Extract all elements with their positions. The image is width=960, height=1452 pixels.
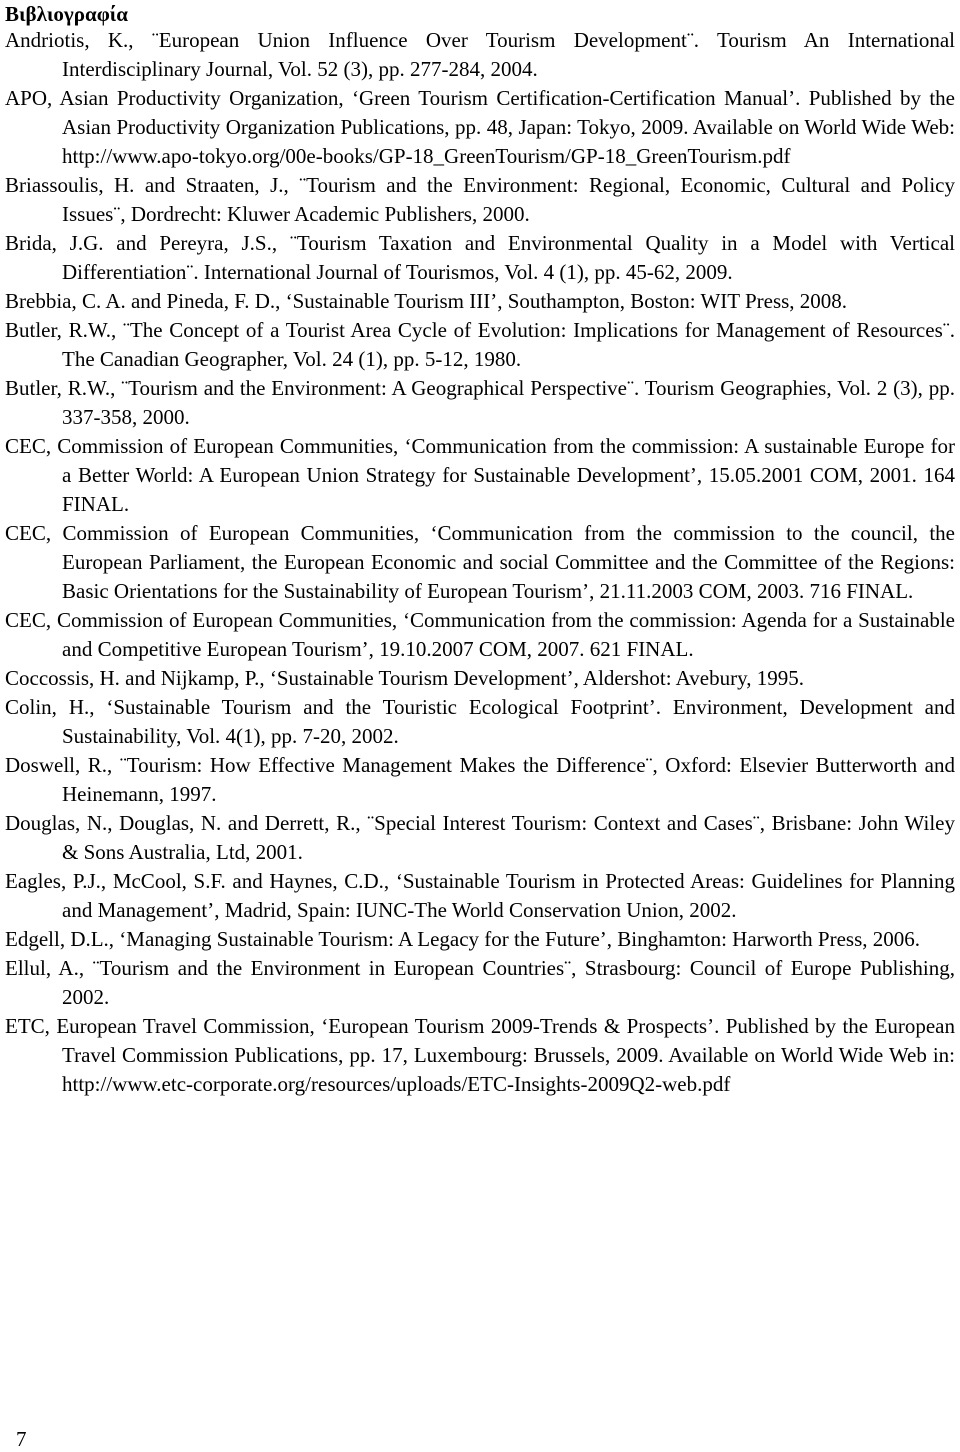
reference-entry: Coccossis, H. and Nijkamp, P., ‘Sustainable Tourism Development’, Aldershot: Avebury, 1995.	[5, 666, 804, 690]
reference-entry: CEC, Commission of European Communities, ‘Communication from the commission: Agenda for a Sustainable and Competitive European Tourism’, 19.10.2007 COM, 2007. 621 FINAL.	[5, 608, 955, 661]
reference-entry: Butler, R.W., ¨The Concept of a Tourist Area Cycle of Evolution: Implications for Management of Resources¨. The Canadian Geographer, Vol. 24 (1), pp. 5-12, 1980.	[5, 318, 955, 371]
reference-entry: CEC, Commission of European Communities, ‘Communication from the commission: A sustainable Europe for a Better World: A European Union Strategy for Sustainable Development’, 15.05.2001 COM, 2001. 164 FINAL.	[5, 434, 955, 516]
reference-entry: Douglas, N., Douglas, N. and Derrett, R., ¨Special Interest Tourism: Context and Cases¨, Brisbane: John Wiley & Sons Australia, Ltd, 2001.	[5, 811, 955, 864]
reference-entry: Doswell, R., ¨Tourism: How Effective Management Makes the Difference¨, Oxford: Elsevier Butterworth and Heinemann, 1997.	[5, 753, 955, 806]
reference-entry: Brida, J.G. and Pereyra, J.S., ¨Tourism Taxation and Environmental Quality in a Model with Vertical Differentiation¨. International Journal of Tourismos, Vol. 4 (1), pp. 45-62, 2009.	[5, 231, 955, 284]
reference-entry: CEC, Commission of European Communities, ‘Communication from the commission to the council, the European Parliament, the European Economic and social Committee and the Committee of the Regions: Basic Orientations for the Sustainability of European Tourism’, 21.11.2003 COM, 2003. 716 FINAL.	[5, 521, 955, 603]
reference-entry: Brebbia, C. A. and Pineda, F. D., ‘Sustainable Tourism III’, Southampton, Boston: WIT Press, 2008.	[5, 289, 848, 313]
reference-entry: Eagles, P.J., McCool, S.F. and Haynes, C.D., ‘Sustainable Tourism in Protected Areas: Guidelines for Planning and Management’, Madrid, Spain: IUNC-The World Conservation Union, 2002.	[5, 869, 955, 922]
reference-entry: Ellul, A., ¨Tourism and the Environment in European Countries¨, Strasbourg: Council of Europe Publishing, 2002.	[5, 956, 955, 1009]
bibliography-heading: Βιβλιογραφία	[5, 2, 129, 26]
reference-entry: Edgell, D.L., ‘Managing Sustainable Tourism: A Legacy for the Future’, Binghamton: Harworth Press, 2006.	[5, 927, 920, 951]
reference-entry: Briassoulis, H. and Straaten, J., ¨Tourism and the Environment: Regional, Economic, Cultural and Policy Issues¨, Dordrecht: Kluwer Academic Publishers, 2000.	[5, 173, 955, 226]
reference-entry: Colin, H., ‘Sustainable Tourism and the Touristic Ecological Footprint’. Environment, Development and Sustainability, Vol. 4(1), pp. 7-20, 2002.	[5, 695, 955, 748]
reference-entry: Butler, R.W., ¨Tourism and the Environment: A Geographical Perspective¨. Tourism Geographies, Vol. 2 (3), pp. 337-358, 2000.	[5, 376, 955, 429]
reference-entry: ETC, European Travel Commission, ‘European Tourism 2009-Trends & Prospects’. Published by the European Travel Commission Publications, pp. 17, Luxembourg: Brussels, 2009. Available on World Wide Web in: http://www.etc-corporate.org/resources/uploads/ETC-Insights-2009Q2-web.pdf	[5, 1014, 955, 1096]
page-number: 7	[16, 1427, 27, 1451]
reference-entry: Andriotis, K., ¨European Union Influence Over Tourism Development¨. Tourism An International Interdisciplinary Journal, Vol. 52 (3), pp. 277-284, 2004.	[5, 28, 955, 81]
reference-list	[5, 26, 955, 1099]
reference-entry: APO, Asian Productivity Organization, ‘Green Tourism Certification-Certification Manual’. Published by the Asian Productivity Organization Publications, pp. 48, Japan: Tokyo, 2009. Available on World Wide Web: http://www.apo-tokyo.org/00e-books/GP-18_GreenTourism/GP-18_GreenTourism.pdf	[5, 86, 955, 168]
